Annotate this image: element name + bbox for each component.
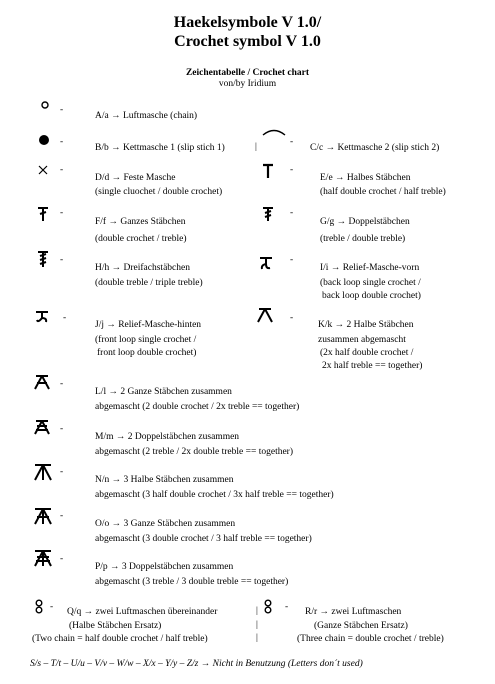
footer-unused-letters: S/s – T/t – U/u – V/v – W/w – X/x – Y/y – Z/z → Nicht in Benutzung (Letters don´t used) <box>30 659 363 669</box>
author-line: von/by Iridium <box>218 79 277 89</box>
symbol-dash: - <box>60 511 64 521</box>
entry-j-line1: J/j → Relief-Masche-hinten <box>95 320 202 330</box>
entry-h-line1: H/h → Dreifachstäbchen <box>95 263 190 273</box>
entry-i-line3: back loop double crochet) <box>322 291 421 301</box>
entry-f-line2: (double crochet / treble) <box>95 234 187 244</box>
double-crochet-symbol-icon <box>37 206 49 222</box>
symbol-dash: - <box>60 137 64 147</box>
entry-p-line1: P/p → 3 Doppelstäbchen zusammen <box>95 562 234 572</box>
entry-l-line2: abgemascht (2 double crochet / 2x treble == together) <box>95 402 300 412</box>
entry-o-line2: abgemascht (3 double crochet / 3 half treble == together) <box>95 534 312 544</box>
entry-b-label: B/b → Kettmasche 1 (slip stich 1) <box>95 143 225 153</box>
two-treble-together-symbol-icon <box>33 419 51 435</box>
single-crochet-symbol-icon <box>38 165 48 175</box>
symbol-dash: - <box>63 313 67 323</box>
symbol-dash: - <box>60 255 64 265</box>
table-title: Zeichentabelle / Crochet chart <box>185 68 310 78</box>
entry-j-line3: front loop double crochet) <box>97 348 197 358</box>
two-double-together-symbol-icon <box>33 374 51 390</box>
symbol-dash: - <box>290 165 294 175</box>
symbol-dash: - <box>290 137 294 147</box>
entry-k-line3: (2x half double crochet / <box>320 348 414 358</box>
entry-r-line2: (Ganze Stäbchen Ersatz) <box>314 621 408 631</box>
front-loop-symbol-icon <box>34 309 50 325</box>
chain-symbol-icon <box>40 100 50 110</box>
three-half-double-together-symbol-icon <box>33 463 53 481</box>
slip-stitch-2-symbol-icon <box>262 128 286 136</box>
symbol-dash: - <box>290 255 294 265</box>
column-separator: | <box>255 142 257 152</box>
symbol-dash: - <box>285 602 289 612</box>
entry-a-label: A/a → Luftmasche (chain) <box>95 111 198 121</box>
symbol-dash: - <box>60 424 64 434</box>
entry-i-line2: (back loop single crochet / <box>320 278 421 288</box>
symbol-dash: - <box>60 467 64 477</box>
three-double-together-symbol-icon <box>33 507 53 525</box>
treble-symbol-icon <box>262 206 274 222</box>
symbol-dash: - <box>60 379 64 389</box>
symbol-dash: - <box>290 313 294 323</box>
entry-p-line2: abgemascht (3 treble / 3 double treble == together) <box>95 577 289 587</box>
entry-j-line2: (front loop single crochet / <box>95 335 197 345</box>
three-treble-together-symbol-icon <box>33 549 53 567</box>
entry-k-line4: 2x half treble == together) <box>322 361 423 371</box>
entry-h-line2: (double treble / triple treble) <box>95 278 203 288</box>
column-separator: | <box>256 633 258 643</box>
title-english: Crochet symbol V 1.0 <box>174 33 321 50</box>
double-treble-symbol-icon <box>37 250 49 268</box>
column-separator: | <box>256 620 258 630</box>
symbol-dash: - <box>60 165 64 175</box>
entry-m-line2: abgemascht (2 treble / 2x double treble == together) <box>95 447 294 457</box>
entry-n-line1: N/n → 3 Halbe Stäbchen zusammen <box>95 475 234 485</box>
two-chain-stacked-symbol-icon <box>35 599 43 615</box>
entry-k-line2: zusammen abgemascht <box>318 335 406 345</box>
entry-q-line1: Q/q → zwei Luftmaschen übereinander <box>67 607 218 617</box>
three-chain-stacked-symbol-icon <box>264 599 272 615</box>
entry-q-line3: (Two chain = half double crochet / half treble) <box>32 634 208 644</box>
entry-k-line1: K/k → 2 Halbe Stäbchen <box>318 320 414 330</box>
symbol-dash: - <box>50 602 54 612</box>
entry-e-line2: (half double crochet / half treble) <box>320 187 446 197</box>
column-separator: | <box>256 606 258 616</box>
half-double-crochet-symbol-icon <box>262 163 274 179</box>
symbol-dash: - <box>290 208 294 218</box>
entry-d-line1: D/d → Feste Masche <box>95 173 176 183</box>
entry-f-line1: F/f → Ganzes Stäbchen <box>95 217 186 227</box>
entry-m-line1: M/m → 2 Doppelstäbchen zusammen <box>95 432 240 442</box>
back-loop-symbol-icon <box>258 255 274 271</box>
entry-g-line2: (treble / double treble) <box>320 234 406 244</box>
entry-g-line1: G/g → Doppelstäbchen <box>320 217 410 227</box>
slip-stitch-1-symbol-icon <box>38 134 50 146</box>
entry-d-line2: (single cluochet / double crochet) <box>95 187 223 197</box>
symbol-dash: - <box>60 105 64 115</box>
entry-e-line1: E/e → Halbes Stäbchen <box>320 173 411 183</box>
entry-n-line2: abgemascht (3 half double crochet / 3x half treble == together) <box>95 490 334 500</box>
entry-i-line1: I/i → Relief-Masche-vorn <box>320 263 420 273</box>
entry-o-line1: O/o → 3 Ganze Stäbchen zusammen <box>95 519 236 529</box>
title-german: Haekelsymbole V 1.0/ <box>173 14 322 31</box>
entry-r-line3: (Three chain = double crochet / treble) <box>297 634 444 644</box>
entry-r-line1: R/r → zwei Luftmaschen <box>305 607 402 617</box>
entry-c-label: C/c → Kettmasche 2 (slip stich 2) <box>310 143 440 153</box>
two-half-double-together-symbol-icon <box>256 307 274 323</box>
entry-l-line1: L/l → 2 Ganze Stäbchen zusammen <box>95 387 232 397</box>
symbol-dash: - <box>60 554 64 564</box>
symbol-dash: - <box>60 208 64 218</box>
entry-q-line2: (Halbe Stäbchen Ersatz) <box>69 621 162 631</box>
